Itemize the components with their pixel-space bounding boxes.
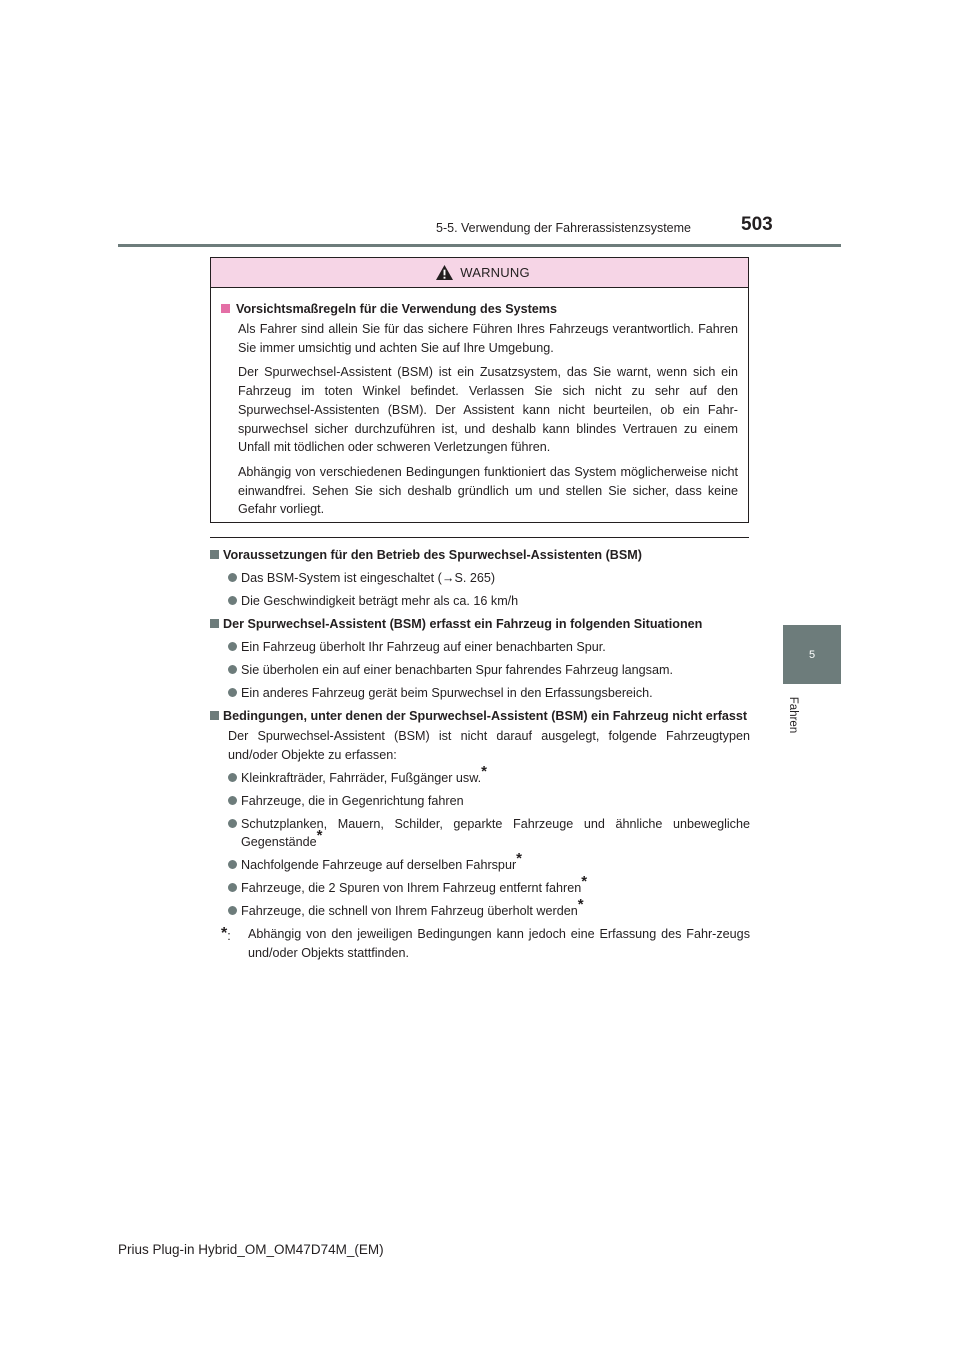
- chapter-label-text: Fahren: [787, 696, 799, 734]
- list-item-text: Ein Fahrzeug überholt Ihr Fahrzeug auf einer benachbarten Spur.: [241, 640, 606, 654]
- list-item: [228, 815, 750, 851]
- square-bullet-icon: [210, 550, 219, 559]
- list-item-text: Ein anderes Fahrzeug gerät beim Spurwechsel in den Erfassungsbereich.: [241, 686, 653, 700]
- footnote-star: *: [581, 873, 588, 890]
- round-bullet-icon: [228, 773, 237, 782]
- section-heading-text: Der Spurwechsel-Assistent (BSM) erfasst ein Fahrzeug in folgenden Situationen: [223, 617, 703, 631]
- warning-heading: [221, 300, 738, 318]
- square-bullet-icon: [210, 619, 219, 628]
- list-item: [228, 684, 750, 702]
- round-bullet-icon: [228, 688, 237, 697]
- chapter-tab: 5: [783, 625, 841, 684]
- list-item: [228, 896, 750, 920]
- round-bullet-icon: [228, 819, 237, 828]
- footnote: [221, 925, 750, 962]
- round-bullet-icon: [228, 906, 237, 915]
- page-number: 503: [741, 214, 773, 235]
- list-item-text: Das BSM-System ist eingeschaltet (→S. 265): [241, 571, 496, 585]
- list-item-text: Schutzplanken, Mauern, Schilder, geparkte Fahrzeuge und ähnliche unbewegliche Gegenstände*: [241, 817, 750, 849]
- section-heading: [210, 615, 750, 633]
- document-footer: Prius Plug-in Hybrid_OM_OM47D74M_(EM): [118, 1242, 384, 1257]
- warning-triangle-icon: [435, 264, 454, 281]
- list-item-text: Kleinkrafträder, Fahrräder, Fußgänger usw.*: [241, 763, 487, 785]
- running-header: 5-5. Verwendung der Fahrerassistenzsysteme: [436, 221, 691, 235]
- list-item: [228, 638, 750, 656]
- main-content: [210, 543, 750, 962]
- warning-title: WARNUNG: [460, 265, 530, 280]
- section-heading: [210, 546, 750, 564]
- warning-paragraph: Als Fahrer sind allein Sie für das sichere Führen Ihres Fahrzeugs verantwortlich. Fahren Sie immer umsichtig und achten Sie auf Ihre Umgebung.: [238, 322, 738, 355]
- list-item-text: Sie überholen ein auf einer benachbarten Spur fahrendes Fahrzeug langsam.: [241, 663, 673, 677]
- square-bullet-icon: [210, 711, 219, 720]
- warning-paragraph: Abhängig von verschiedenen Bedingungen funktioniert das System möglicherweise nicht einwandfrei. Sehen Sie sich deshalb gründlich um und stellen Sie sicher, dass keine Gefahr vorliegt.: [238, 464, 738, 517]
- warning-heading-text: Vorsichtsmaßregeln für die Verwendung des Systems: [236, 302, 558, 316]
- warning-body: [211, 288, 748, 519]
- header-rule: [118, 244, 841, 247]
- list-item-text: Fahrzeuge, die 2 Spuren von Ihrem Fahrzeug entfernt fahren*: [241, 873, 588, 895]
- footnote-star: *: [516, 850, 522, 867]
- chapter-label: [778, 690, 808, 740]
- warning-box: [210, 257, 749, 523]
- round-bullet-icon: [228, 573, 237, 582]
- section-separator: [210, 537, 749, 538]
- round-bullet-icon: [228, 642, 237, 651]
- footnote-star: *: [316, 827, 323, 844]
- list-item-text: Nachfolgende Fahrzeuge auf derselben Fahrspur*: [241, 850, 522, 872]
- round-bullet-icon: [228, 596, 237, 605]
- list-item-text: Fahrzeuge, die schnell von Ihrem Fahrzeug überholt werden*: [241, 896, 584, 918]
- pink-square-icon: [221, 304, 230, 313]
- list-item: [228, 592, 750, 610]
- section-heading-text: Voraussetzungen für den Betrieb des Spurwechsel-Assistenten (BSM): [223, 548, 642, 562]
- round-bullet-icon: [228, 796, 237, 805]
- list-item: [228, 763, 750, 787]
- warning-paragraph: Der Spurwechsel-Assistent (BSM) ist ein Zusatzsystem, das Sie warnt, wenn sich ein Fahrzeug im toten Winkel befindet. Verlassen Sie sich nicht zu sehr auf den Spurwechsel-Assistenten (BSM). Der Assistent kann nicht beurteilen, ob ein Fahr-spurwechsel sicher durchzuführen ist, und deshalb kann blindes Vertrauen zu einem Unfall mit tödlichen oder schweren Verletzungen führen.: [238, 365, 738, 455]
- footnote-star: *: [481, 763, 487, 780]
- section-heading-text: Bedingungen, unter denen der Spurwechsel-Assistent (BSM) ein Fahrzeug nicht erfasst: [223, 709, 748, 723]
- list-item-text: Die Geschwindigkeit beträgt mehr als ca. 16 km/h: [241, 594, 519, 608]
- warning-header: [211, 258, 748, 288]
- footnote-text: Abhängig von den jeweiligen Bedingungen kann jedoch eine Erfassung des Fahr-zeugs und/oder Objekts stattfinden.: [248, 927, 750, 960]
- list-item: [228, 569, 750, 587]
- footnote-mark: *:: [221, 925, 231, 943]
- footnote-star: *: [577, 896, 584, 913]
- round-bullet-icon: [228, 665, 237, 674]
- list-item-text: Fahrzeuge, die in Gegenrichtung fahren: [241, 794, 464, 808]
- list-item: [228, 873, 750, 897]
- round-bullet-icon: [228, 883, 237, 892]
- list-item: [228, 792, 750, 810]
- list-item: [228, 661, 750, 679]
- section-heading: [210, 707, 750, 725]
- list-item: [228, 850, 750, 874]
- section-intro: Der Spurwechsel-Assistent (BSM) ist nicht darauf ausgelegt, folgende Fahrzeugtypen und/oder Objekte zu erfassen:: [228, 729, 750, 762]
- round-bullet-icon: [228, 860, 237, 869]
